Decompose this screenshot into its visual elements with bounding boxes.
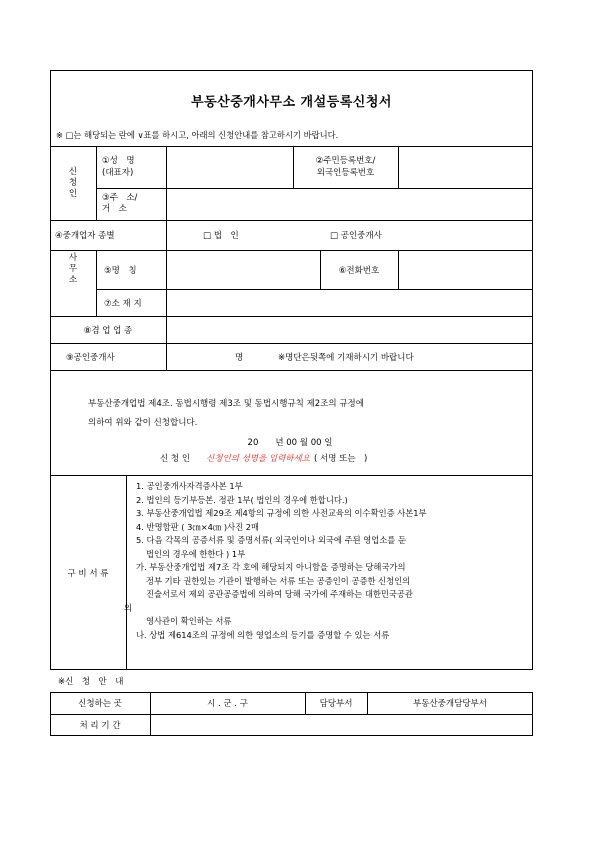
concurrent-business-input[interactable] [168,319,530,340]
office-name-label: ⑤명 칭 [104,265,137,276]
form-title: 부동산중개사무소 개설등록신청서 [191,94,392,110]
name-label: ①성 명 (대표자) [102,156,135,178]
location-label: ⑦소 재 지 [104,298,142,309]
department-label: 담당부서 [319,699,353,709]
declaration-line-2: 의하여 위와 같이 신청합니다. [88,418,198,428]
name-input[interactable] [168,150,290,184]
document-item: 4. 반명함판 ( 3㎝×4㎝ )사진 2매 [136,521,260,532]
office-name-input[interactable] [168,254,317,285]
phone-input[interactable] [400,254,530,285]
document-item: 2. 법인의 등기부등본. 정관 1부( 법인의 경우에 한합니다.) [136,494,348,505]
document-item: 3. 부동산중개업법 제29조 제4항의 규정에 의한 사전교육의 이수확인증 사본1부 [136,508,427,518]
document-item: 5. 다음 각목의 공증서류 및 증명서류( 외국인이나 외국에 주된 영업소를 둔 [136,535,406,545]
licensed-agent-checkbox[interactable]: □ 공인중개사 [330,231,382,241]
signer-label: 신 청 인 [160,454,191,464]
applicant-section-label: 신 청 인 [68,166,78,199]
id-number-label: ②주민등록번호/ 외국인등록번호 [315,156,376,178]
declaration-line-1: 부동산중개업법 제4조. 동법시행령 제3조 및 동법시행규칙 제2조의 규정에 [88,399,364,409]
address-input[interactable] [168,192,530,216]
document-item: 진술서로서 제외 공관공증법에 의하여 당해 국가에 주재하는 대한민국공관 [146,589,413,599]
application-date: 20 년 00 월 00 일 [247,438,333,448]
apply-place-label: 신청하는 곳 [78,699,122,709]
agent-list-note: ※명단은뒷쪽에 기재하시기 바랍니다 [278,352,414,363]
location-input[interactable] [168,292,530,313]
document-item: 법인의 경우에 한한다 ) 1부 [146,548,246,559]
corporation-checkbox[interactable]: □ 법 인 [203,231,239,241]
signature-note: ( 서명 또는 ) [313,454,368,464]
address-label: ③주 소/ 거 소 [102,193,138,214]
document-item: 정부 기타 권한있는 기관이 발행하는 서류 또는 공증인이 공증한 신청인의 [146,575,411,586]
document-item: 1. 공인중개사자격증사본 1부 [136,481,243,491]
processing-period-value [150,714,533,736]
concurrent-business-label: ⑧겸 업 업 종 [83,325,133,336]
apply-place-value: 시 . 군 . 구 [207,699,248,709]
document-item: 영사관이 확인하는 서류 [146,616,232,626]
required-documents-label: 구 비 서 류 [67,568,109,579]
agent-count-unit: 명 [235,352,244,363]
licensed-agent-label: ⑨공인중개사 [66,352,115,363]
business-type-label: ④중개업자 종별 [55,231,115,241]
document-item: 의 [124,602,133,613]
id-number-input[interactable] [400,150,530,184]
signer-name-input[interactable]: 신청인의 성명을 입력하세요 [206,454,310,464]
processing-period-label: 처 리 기 간 [79,721,121,731]
phone-label: ⑥전화번호 [338,265,380,276]
agent-count-input[interactable] [176,346,232,367]
guide-heading: ※신 청 안 내 [58,677,124,687]
document-item: 가. 부동산중개업법 제7조 각 호에 해당되지 아니함을 증명하는 당해국가의 [136,562,406,572]
instruction-text: ※ □는 해당되는 란에 ∨표를 하시고, 아래의 신청안내를 참고하시기 바랍니다. [56,130,339,140]
department-value: 부동산중개담당부서 [413,699,487,709]
office-section-label: 사 무 소 [68,253,78,285]
required-documents-list [124,480,530,670]
document-item: 나. 상법 제614조의 규정에 의한 영업소의 등기를 증명할 수 있는 서류 [136,629,390,640]
